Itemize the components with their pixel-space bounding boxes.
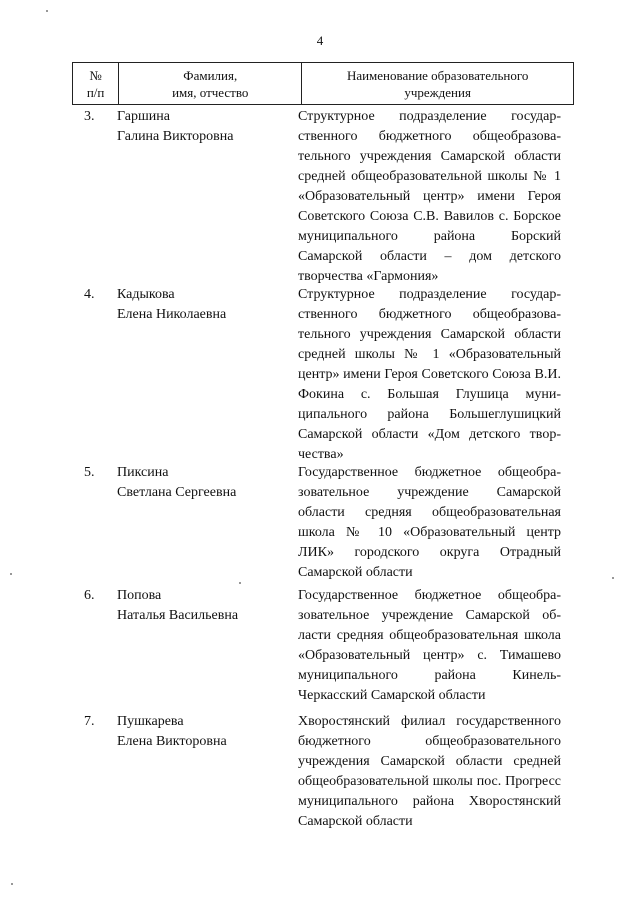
header-number-sublabel: п/п bbox=[86, 84, 105, 100]
row-person-name bbox=[117, 107, 292, 147]
row-number: 7. bbox=[84, 714, 95, 729]
row-number: 5. bbox=[84, 465, 95, 480]
row-given-names: Светлана Сергеевна bbox=[117, 485, 237, 500]
header-number-label: № bbox=[89, 67, 102, 83]
row-given-names: Галина Викторовна bbox=[117, 129, 234, 144]
row-person-name bbox=[117, 463, 292, 503]
row-given-names: Наталья Васильевна bbox=[117, 608, 239, 623]
row-number: 4. bbox=[84, 287, 95, 302]
row-institution: Структурное подразделение государственного бюджетного общеобразовательного учреждения Самарской области средней школы № 1 «Образовательный центр» имени Героя Советского Союза В.И. Фокина с. Большая Глушица муниципального района Большеглушицкий Самарской области «Дом детского творчества» bbox=[298, 287, 561, 462]
header-institution-label: Наименование образовательного bbox=[346, 67, 529, 83]
row-surname: Пиксина bbox=[117, 465, 169, 480]
row-surname: Попова bbox=[117, 588, 162, 603]
row-person-name bbox=[117, 586, 292, 626]
row-given-names: Елена Викторовна bbox=[117, 734, 227, 749]
row-surname: Гаршина bbox=[117, 109, 170, 124]
row-institution: Государственное бюджетное общеобразовательное учреждение Самарской области средняя общеобразовательная школа «Образовательный центр» с. Тимашево муниципального района Кинель-Черкасский Самарской области bbox=[298, 588, 561, 703]
row-given-names: Елена Николаевна bbox=[117, 307, 227, 322]
scan-speck bbox=[239, 582, 241, 584]
row-number: 3. bbox=[84, 109, 95, 124]
scan-speck bbox=[10, 573, 12, 575]
page-number: 4 bbox=[316, 33, 324, 48]
header-institution-cell bbox=[302, 63, 574, 105]
scan-speck bbox=[46, 10, 48, 12]
row-surname: Пушкарева bbox=[117, 714, 184, 729]
header-name-cell bbox=[119, 63, 302, 105]
scan-speck bbox=[612, 577, 614, 579]
scan-speck bbox=[11, 883, 13, 885]
row-institution: Хворостянский филиал государственного бюджетного общеобразовательного учреждения Самарской области средней общеобразовательной школы пос. Прогресс муниципального района Хворостянский Самарской области bbox=[298, 714, 561, 829]
header-institution-sublabel: учреждения bbox=[404, 84, 471, 100]
row-institution: Структурное подразделение государственного бюджетного общеобразовательного учреждения Самарской области средней общеобразовательной школы № 1 «Образовательный центр» имени Героя Советского Союза С.В. Вавилов с. Борское муниципального района Борский Самарской области – дом детского творчества «Гармония» bbox=[298, 109, 561, 284]
table-header bbox=[72, 62, 574, 105]
row-institution: Государственное бюджетное общеобразовательное учреждение Самарской области средняя общеобразовательная школа № 10 «Образовательный центр ЛИК» городского округа Отрадный Самарской области bbox=[298, 465, 561, 580]
header-name-sublabel: имя, отчество bbox=[172, 84, 249, 100]
row-surname: Кадыкова bbox=[117, 287, 175, 302]
row-number: 6. bbox=[84, 588, 95, 603]
row-person-name bbox=[117, 285, 292, 325]
header-number-cell bbox=[73, 63, 119, 105]
header-name-label: Фамилия, bbox=[183, 67, 238, 83]
row-person-name bbox=[117, 712, 292, 752]
